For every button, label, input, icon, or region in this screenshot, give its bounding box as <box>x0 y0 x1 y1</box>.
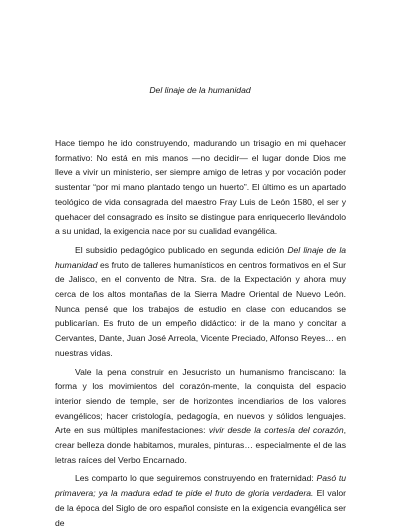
paragraph-3-text-a: Vale la pena construir en Jesucristo un humanismo franciscano: la forma y los movimientos del corazón-mente, la conquista del espacio interior siendo de temple, ser de horizontes incendiarios de los valores evangélicos; hacer cristología, pedagogía, en nuevos y sólidos lenguajes. Arte en sus múltiples manifestaciones: <box>55 366 346 436</box>
paragraph-1-text: Hace tiempo he ido construyendo, madurando un trisagio en mi quehacer formativo: No está en mis manos —no decidir— el lugar donde Dios me lleve a vivir un ministerio, ser siempre amigo de letras y por vocación poder sustentar “por mi mano plantado tengo un huerto”. El último es un apartado teológico de vida consagrada del maestro Fray Luis de León 1580, el ser y quehacer del consagrado es ínsito se distingue para enriquecerlo llevándolo a su unidad, la exigencia nace por su cualidad evangélica. <box>55 138 346 237</box>
paragraph-3 <box>55 365 346 468</box>
book-title-italic: Del linaje de la humanidad <box>55 244 347 270</box>
paragraph-4-italic-quote: Pasó tu primavera; ya la madura edad te pide el fruto de gloria verdadera. <box>55 473 346 499</box>
paragraph-2-text-b: es fruto de talleres humanísticos en centros formativos en el Sur de Jalisco, en el convento de Ntra. Sra. de la Expectación y ahora muy cerca de los altos montañas de la Sierra Madre Oriental de Nuevo León. Nunca pensé que los trabajos de estudio en clase con educandos se publicarían. Es fruto de un empeño didáctico: ir de la mano y concitar a Cervantes, Dante, Juan José Arreola, Vicente Preciado, Alfonso Reyes… en nuestras vidas. <box>55 259 346 358</box>
paragraph-3-text-b: , crear belleza donde habitamos, murales, pinturas… especialmente el de las letras raíces del Verbo Encarnado. <box>55 425 346 465</box>
paragraph-2-text-a: El subsidio pedagógico publicado en segunda edición <box>75 244 288 255</box>
document-body <box>55 136 346 530</box>
paragraph-4-text-b: El valor de la época del Siglo de oro español consiste en la exigencia evangélica ser de <box>55 488 347 528</box>
paragraph-2 <box>55 243 346 361</box>
paragraph-1 <box>55 136 346 239</box>
paragraph-3-italic: vivir desde la cortesía del corazón <box>208 425 344 436</box>
paragraph-4 <box>55 471 346 530</box>
paragraph-4-text-a: Les comparto lo que seguiremos construyendo en fraternidad: <box>75 473 317 484</box>
document-title: Del linaje de la humanidad <box>149 85 251 95</box>
